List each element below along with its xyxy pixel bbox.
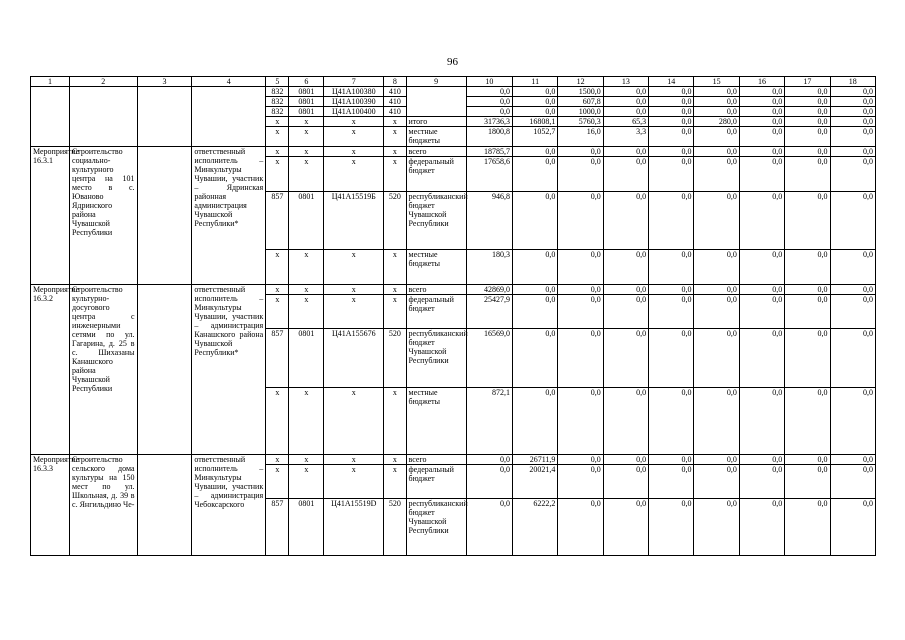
- amount-cell: 0,0: [649, 388, 694, 455]
- kbk-csr-cell: Ц41А15519Б: [324, 192, 384, 250]
- kbk-vr-cell: 520: [384, 329, 406, 388]
- amount-cell: 0,0: [649, 295, 694, 329]
- amount-cell: 3,3: [603, 127, 648, 147]
- amount-cell: 0,0: [694, 295, 739, 329]
- amount-cell: 0,0: [558, 465, 603, 499]
- amount-cell: 0,0: [694, 465, 739, 499]
- kbk-vr-cell: х: [384, 388, 406, 455]
- kbk-grbs-cell: 857: [266, 499, 289, 556]
- kbk-grbs-cell: х: [266, 285, 289, 295]
- amount-cell: 0,0: [694, 192, 739, 250]
- amount-cell: 0,0: [649, 285, 694, 295]
- amount-cell: 25427,9: [466, 295, 512, 329]
- amount-cell: 0,0: [649, 455, 694, 465]
- amount-cell: 0,0: [466, 87, 512, 97]
- amount-cell: 0,0: [694, 388, 739, 455]
- kbk-csr-cell: х: [324, 157, 384, 192]
- empty-cell: [137, 285, 192, 455]
- amount-cell: 0,0: [558, 285, 603, 295]
- kbk-grbs-cell: х: [266, 465, 289, 499]
- kbk-vr-cell: 410: [384, 97, 406, 107]
- col-header: 15: [694, 77, 739, 87]
- activity-label: Мероприятие 16.3.1: [31, 147, 70, 285]
- amount-cell: 0,0: [649, 250, 694, 285]
- kbk-rzpr-cell: 0801: [289, 87, 324, 97]
- empty-cell: [137, 455, 192, 556]
- amount-cell: 0,0: [649, 117, 694, 127]
- amount-cell: 0,0: [649, 147, 694, 157]
- amount-cell: 0,0: [513, 250, 558, 285]
- amount-cell: 0,0: [694, 329, 739, 388]
- amount-cell: 16569,0: [466, 329, 512, 388]
- kbk-rzpr-cell: 0801: [289, 97, 324, 107]
- amount-cell: 26711,9: [513, 455, 558, 465]
- amount-cell: 0,0: [558, 147, 603, 157]
- amount-cell: 0,0: [830, 250, 875, 285]
- amount-cell: 0,0: [830, 295, 875, 329]
- kbk-rzpr-cell: 0801: [289, 107, 324, 117]
- source-cell: федеральный бюджет: [406, 295, 466, 329]
- amount-cell: 0,0: [739, 117, 784, 127]
- amount-cell: 0,0: [649, 499, 694, 556]
- kbk-rzpr-cell: х: [289, 388, 324, 455]
- table-row: [31, 285, 876, 295]
- kbk-csr-cell: х: [324, 147, 384, 157]
- amount-cell: 0,0: [785, 147, 830, 157]
- amount-cell: 0,0: [739, 250, 784, 285]
- kbk-rzpr-cell: 0801: [289, 192, 324, 250]
- amount-cell: 0,0: [513, 329, 558, 388]
- kbk-vr-cell: х: [384, 157, 406, 192]
- amount-cell: 0,0: [785, 127, 830, 147]
- amount-cell: 0,0: [739, 499, 784, 556]
- empty-cell: [137, 147, 192, 285]
- amount-cell: 0,0: [513, 388, 558, 455]
- amount-cell: 1000,0: [558, 107, 603, 117]
- source-cell: всего: [406, 285, 466, 295]
- table-row: [31, 87, 876, 97]
- amount-cell: 0,0: [558, 499, 603, 556]
- source-cell: местные бюджеты: [406, 250, 466, 285]
- amount-cell: 0,0: [830, 87, 875, 97]
- amount-cell: 0,0: [558, 295, 603, 329]
- amount-cell: 0,0: [558, 250, 603, 285]
- kbk-vr-cell: х: [384, 465, 406, 499]
- amount-cell: 0,0: [558, 455, 603, 465]
- kbk-vr-cell: х: [384, 127, 406, 147]
- col-header: 10: [466, 77, 512, 87]
- amount-cell: 0,0: [694, 107, 739, 117]
- kbk-vr-cell: 520: [384, 192, 406, 250]
- amount-cell: 0,0: [603, 97, 648, 107]
- kbk-vr-cell: 410: [384, 87, 406, 97]
- amount-cell: 0,0: [694, 87, 739, 97]
- amount-cell: 31736,3: [466, 117, 512, 127]
- kbk-rzpr-cell: х: [289, 147, 324, 157]
- kbk-csr-cell: х: [324, 388, 384, 455]
- amount-cell: 0,0: [466, 499, 512, 556]
- kbk-rzpr-cell: х: [289, 285, 324, 295]
- kbk-csr-cell: Ц41А15519D: [324, 499, 384, 556]
- amount-cell: 0,0: [649, 329, 694, 388]
- activity-cell: [31, 87, 70, 147]
- activity-label: Мероприятие 16.3.2: [31, 285, 70, 455]
- executor-text: ответственный исполнитель – Минкультуры Чувашии, участник – Ядринская районная администрация Чувашской Республики*: [192, 147, 266, 285]
- source-cell: итого: [406, 117, 466, 127]
- amount-cell: 0,0: [785, 285, 830, 295]
- amount-cell: 0,0: [513, 192, 558, 250]
- amount-cell: 0,0: [603, 295, 648, 329]
- amount-cell: 0,0: [694, 147, 739, 157]
- kbk-csr-cell: х: [324, 465, 384, 499]
- activity-title: Строительство социально-культурного центра на 101 место в с. Юваново Ядринского района Чувашской Республики: [70, 147, 138, 285]
- amount-cell: 0,0: [603, 465, 648, 499]
- amount-cell: 0,0: [649, 107, 694, 117]
- amount-cell: 0,0: [830, 117, 875, 127]
- kbk-grbs-cell: х: [266, 127, 289, 147]
- amount-cell: 0,0: [513, 285, 558, 295]
- kbk-csr-cell: Ц41А100390: [324, 97, 384, 107]
- col-header: 12: [558, 77, 603, 87]
- amount-cell: 0,0: [739, 295, 784, 329]
- table-row: [31, 147, 876, 157]
- source-cell: федеральный бюджет: [406, 465, 466, 499]
- kbk-grbs-cell: 832: [266, 87, 289, 97]
- amount-cell: 0,0: [603, 285, 648, 295]
- amount-cell: 0,0: [603, 388, 648, 455]
- amount-cell: 0,0: [694, 157, 739, 192]
- col-header: 4: [192, 77, 266, 87]
- amount-cell: 0,0: [649, 157, 694, 192]
- amount-cell: 0,0: [603, 157, 648, 192]
- amount-cell: 0,0: [785, 465, 830, 499]
- amount-cell: 0,0: [785, 455, 830, 465]
- kbk-grbs-cell: х: [266, 157, 289, 192]
- amount-cell: 0,0: [785, 192, 830, 250]
- kbk-grbs-cell: 857: [266, 192, 289, 250]
- kbk-csr-cell: х: [324, 127, 384, 147]
- kbk-grbs-cell: х: [266, 295, 289, 329]
- amount-cell: 0,0: [466, 107, 512, 117]
- amount-cell: 0,0: [694, 285, 739, 295]
- amount-cell: 0,0: [513, 107, 558, 117]
- table-row: [31, 455, 876, 465]
- amount-cell: 0,0: [739, 147, 784, 157]
- amount-cell: 946,8: [466, 192, 512, 250]
- kbk-vr-cell: х: [384, 285, 406, 295]
- amount-cell: 0,0: [785, 499, 830, 556]
- activity-label: Мероприятие 16.3.3: [31, 455, 70, 556]
- executor-text: ответственный исполнитель – Минкультуры Чувашии, участник – администрация Канашского района Чувашской Республики*: [192, 285, 266, 455]
- amount-cell: 0,0: [785, 157, 830, 192]
- amount-cell: 0,0: [785, 107, 830, 117]
- kbk-rzpr-cell: х: [289, 295, 324, 329]
- budget-table: [30, 76, 876, 556]
- amount-cell: 0,0: [603, 147, 648, 157]
- amount-cell: 0,0: [558, 157, 603, 192]
- col-header: 8: [384, 77, 406, 87]
- amount-cell: 0,0: [466, 97, 512, 107]
- kbk-csr-cell: х: [324, 455, 384, 465]
- amount-cell: 0,0: [739, 329, 784, 388]
- kbk-csr-cell: х: [324, 117, 384, 127]
- kbk-grbs-cell: 832: [266, 107, 289, 117]
- amount-cell: 0,0: [739, 107, 784, 117]
- col-header: 2: [70, 77, 138, 87]
- kbk-rzpr-cell: х: [289, 250, 324, 285]
- kbk-rzpr-cell: х: [289, 465, 324, 499]
- amount-cell: 0,0: [694, 250, 739, 285]
- source-cell: республиканский бюджет Чувашской Республики: [406, 499, 466, 556]
- amount-cell: 0,0: [603, 499, 648, 556]
- amount-cell: 0,0: [603, 455, 648, 465]
- amount-cell: 18785,7: [466, 147, 512, 157]
- col-header: 11: [513, 77, 558, 87]
- amount-cell: 0,0: [649, 192, 694, 250]
- amount-cell: 20021,4: [513, 465, 558, 499]
- amount-cell: 0,0: [513, 147, 558, 157]
- amount-cell: 0,0: [466, 455, 512, 465]
- kbk-vr-cell: х: [384, 455, 406, 465]
- amount-cell: 0,0: [830, 329, 875, 388]
- col-header: 1: [31, 77, 70, 87]
- amount-cell: 0,0: [830, 97, 875, 107]
- col-header: 6: [289, 77, 324, 87]
- amount-cell: 607,8: [558, 97, 603, 107]
- amount-cell: 0,0: [739, 127, 784, 147]
- kbk-grbs-cell: х: [266, 250, 289, 285]
- amount-cell: 0,0: [694, 97, 739, 107]
- amount-cell: 0,0: [830, 107, 875, 117]
- col-header: 13: [603, 77, 648, 87]
- amount-cell: 0,0: [558, 329, 603, 388]
- amount-cell: 872,1: [466, 388, 512, 455]
- kbk-grbs-cell: 857: [266, 329, 289, 388]
- kbk-rzpr-cell: 0801: [289, 329, 324, 388]
- activity-title: Строительство культурно-досугового центра с инженерными сетями по ул. Гагарина, д. 25 в с. Шихазаны Канашского района Чувашской Республики: [70, 285, 138, 455]
- amount-cell: 0,0: [739, 285, 784, 295]
- amount-cell: 0,0: [785, 87, 830, 97]
- amount-cell: 0,0: [649, 87, 694, 97]
- kbk-rzpr-cell: х: [289, 157, 324, 192]
- amount-cell: 16,0: [558, 127, 603, 147]
- kbk-csr-cell: Ц41А100380: [324, 87, 384, 97]
- amount-cell: 0,0: [649, 97, 694, 107]
- amount-cell: 0,0: [830, 499, 875, 556]
- amount-cell: 0,0: [739, 192, 784, 250]
- kbk-rzpr-cell: х: [289, 127, 324, 147]
- kbk-grbs-cell: х: [266, 147, 289, 157]
- amount-cell: 0,0: [513, 87, 558, 97]
- amount-cell: 6222,2: [513, 499, 558, 556]
- header-row: [31, 77, 876, 87]
- kbk-grbs-cell: х: [266, 388, 289, 455]
- amount-cell: 0,0: [694, 455, 739, 465]
- executor-text: ответственный исполнитель – Минкультуры Чувашии, участник – администрация Чебоксарского: [192, 455, 266, 556]
- kbk-csr-cell: х: [324, 250, 384, 285]
- amount-cell: 0,0: [513, 295, 558, 329]
- col-header: 14: [649, 77, 694, 87]
- amount-cell: 0,0: [466, 465, 512, 499]
- source-cell: федеральный бюджет: [406, 157, 466, 192]
- title-cell: [70, 87, 138, 147]
- kbk-vr-cell: 410: [384, 107, 406, 117]
- amount-cell: 0,0: [739, 455, 784, 465]
- amount-cell: 0,0: [830, 465, 875, 499]
- kbk-rzpr-cell: х: [289, 455, 324, 465]
- amount-cell: 0,0: [830, 388, 875, 455]
- amount-cell: 0,0: [785, 117, 830, 127]
- amount-cell: 17658,6: [466, 157, 512, 192]
- amount-cell: 0,0: [603, 329, 648, 388]
- amount-cell: 0,0: [649, 127, 694, 147]
- kbk-grbs-cell: 832: [266, 97, 289, 107]
- amount-cell: 1800,8: [466, 127, 512, 147]
- source-cell: местные бюджеты: [406, 388, 466, 455]
- amount-cell: 0,0: [513, 157, 558, 192]
- kbk-grbs-cell: х: [266, 455, 289, 465]
- kbk-csr-cell: Ц41А155676: [324, 329, 384, 388]
- kbk-csr-cell: х: [324, 295, 384, 329]
- amount-cell: 180,3: [466, 250, 512, 285]
- kbk-vr-cell: х: [384, 250, 406, 285]
- amount-cell: 0,0: [830, 147, 875, 157]
- amount-cell: 0,0: [830, 192, 875, 250]
- amount-cell: 0,0: [830, 285, 875, 295]
- amount-cell: 1052,7: [513, 127, 558, 147]
- amount-cell: 1500,0: [558, 87, 603, 97]
- col-header: 18: [830, 77, 875, 87]
- amount-cell: 0,0: [739, 388, 784, 455]
- amount-cell: 0,0: [830, 157, 875, 192]
- kbk-csr-cell: х: [324, 285, 384, 295]
- kbk-rzpr-cell: 0801: [289, 499, 324, 556]
- source-cell: всего: [406, 455, 466, 465]
- amount-cell: 65,3: [603, 117, 648, 127]
- amount-cell: 0,0: [558, 388, 603, 455]
- page-number: 96: [447, 56, 458, 68]
- activity-title: Строительство сельского дома культуры на 150 мест по ул. Школьная, д. 39 в с. Янгильдино Че-: [70, 455, 138, 556]
- amount-cell: 0,0: [739, 465, 784, 499]
- col-header: 5: [266, 77, 289, 87]
- amount-cell: 0,0: [830, 455, 875, 465]
- amount-cell: 0,0: [603, 250, 648, 285]
- amount-cell: 0,0: [785, 329, 830, 388]
- amount-cell: 0,0: [785, 388, 830, 455]
- amount-cell: 280,0: [694, 117, 739, 127]
- source-cell: республиканский бюджет Чувашской Республики: [406, 329, 466, 388]
- amount-cell: 0,0: [603, 192, 648, 250]
- amount-cell: 0,0: [739, 157, 784, 192]
- amount-cell: 0,0: [513, 97, 558, 107]
- col-header: 3: [137, 77, 192, 87]
- executor-cell: [192, 87, 266, 147]
- col-header: 16: [739, 77, 784, 87]
- amount-cell: 16808,1: [513, 117, 558, 127]
- col-header: 9: [406, 77, 466, 87]
- amount-cell: 0,0: [739, 87, 784, 97]
- kbk-vr-cell: х: [384, 117, 406, 127]
- source-cell: местные бюджеты: [406, 127, 466, 147]
- col-header: 7: [324, 77, 384, 87]
- amount-cell: 5760,3: [558, 117, 603, 127]
- amount-cell: 0,0: [694, 499, 739, 556]
- source-cell: [406, 87, 466, 117]
- kbk-vr-cell: 520: [384, 499, 406, 556]
- source-cell: республиканский бюджет Чувашской Республики: [406, 192, 466, 250]
- empty-cell: [137, 87, 192, 147]
- kbk-grbs-cell: х: [266, 117, 289, 127]
- source-cell: всего: [406, 147, 466, 157]
- amount-cell: 0,0: [558, 192, 603, 250]
- amount-cell: 42869,0: [466, 285, 512, 295]
- kbk-rzpr-cell: х: [289, 117, 324, 127]
- amount-cell: 0,0: [603, 87, 648, 97]
- kbk-csr-cell: Ц41А100400: [324, 107, 384, 117]
- kbk-vr-cell: х: [384, 147, 406, 157]
- amount-cell: 0,0: [785, 97, 830, 107]
- amount-cell: 0,0: [649, 465, 694, 499]
- amount-cell: 0,0: [739, 97, 784, 107]
- amount-cell: 0,0: [694, 127, 739, 147]
- col-header: 17: [785, 77, 830, 87]
- kbk-vr-cell: х: [384, 295, 406, 329]
- amount-cell: 0,0: [830, 127, 875, 147]
- amount-cell: 0,0: [785, 295, 830, 329]
- amount-cell: 0,0: [785, 250, 830, 285]
- amount-cell: 0,0: [603, 107, 648, 117]
